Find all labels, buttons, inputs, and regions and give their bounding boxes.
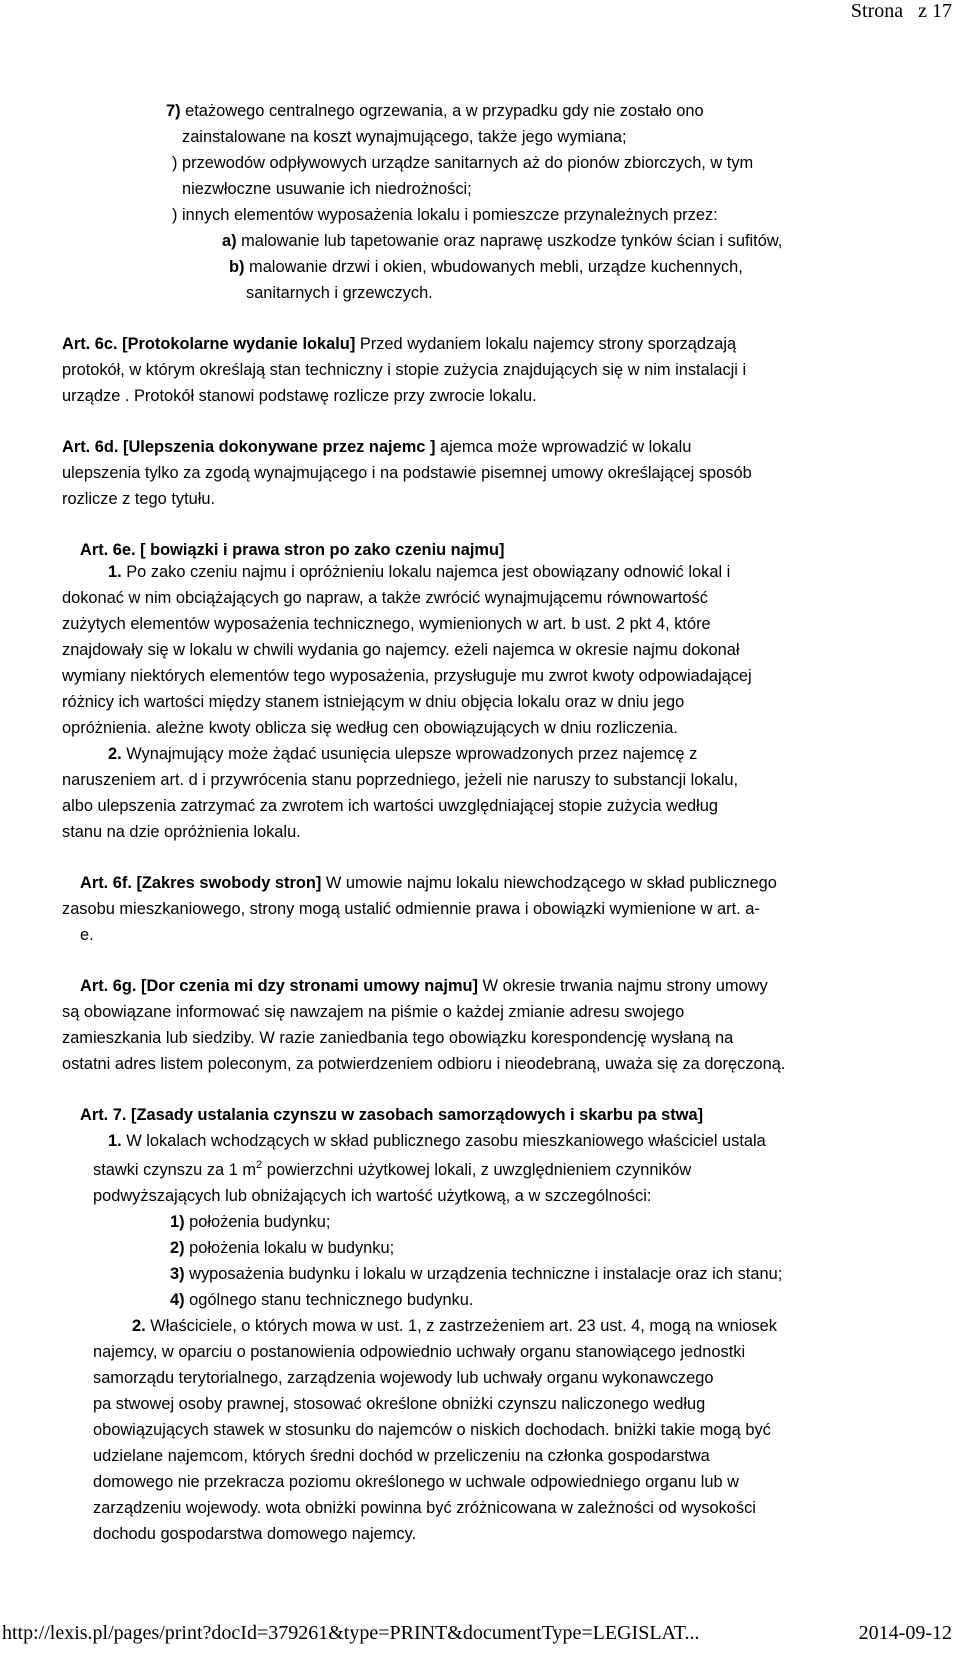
- text-line: [62, 692, 684, 712]
- line-text: zainstalowane na koszt wynajmującego, także jego wymiana;: [182, 128, 627, 146]
- line-text: wymiany niektórych elementów tego wyposażenia, przysługuje mu zwrot kwoty odpowiadającej: [62, 667, 752, 685]
- line-text: zamieszkania lub siedziby. W razie zaniedbania tego obowiązku korespondencję wysłaną na: [62, 1029, 734, 1047]
- text-line: [62, 770, 738, 790]
- text-line: [93, 1420, 771, 1440]
- line-text: W lokalach wchodzących w skład publicznego zasobu mieszkaniowego właściciel ustala: [121, 1132, 766, 1150]
- text-line: [93, 1524, 416, 1544]
- text-line: [62, 1054, 785, 1074]
- line-text: zarządzeniu wojewody. wota obniżki powinna być zróżnicowana w zależności od wysokości: [93, 1499, 756, 1517]
- line-text: Po zako czeniu najmu i opróżnieniu lokalu najemca jest obowiązany odnowić lokal i: [121, 563, 731, 581]
- line-text: są obowiązane informować się nawzajem na piśmie o każdej zmianie adresu swojego: [62, 1003, 685, 1021]
- line-text: malowanie drzwi i okien, wbudowanych mebli, urządze kuchennych,: [244, 258, 743, 276]
- line-text: e.: [80, 926, 94, 944]
- bold-heading: 2.: [132, 1317, 146, 1335]
- line-text: W umowie najmu lokalu niewchodzącego w skład publicznego: [321, 874, 777, 892]
- text-line: [170, 1212, 330, 1232]
- line-text: najemcy, w oparciu o postanowienia odpowiednio uchwały organu stanowiącego jednostki: [93, 1343, 746, 1361]
- line-text: ulepszenia tylko za zgodą wynajmującego i na podstawie pisemnej umowy określającej sposób: [62, 464, 752, 482]
- line-text: samorządu terytorialnego, zarządzenia wojewody lub uchwały organu wykonawczego: [93, 1369, 714, 1387]
- text-line: [80, 976, 768, 996]
- text-line: [62, 666, 752, 686]
- page-label: Strona: [850, 0, 904, 22]
- line-text: obowiązujących stawek w stosunku do najemców o niskich dochodach. bniżki takie mogą być: [93, 1421, 771, 1439]
- line-text: ) przewodów odpływowych urządze sanitarnych aż do pionów zbiorczych, w tym: [172, 154, 754, 172]
- line-text: ajemca może wprowadzić w lokalu: [435, 438, 692, 456]
- footer-url: http://lexis.pl/pages/print?docId=379261&type=PRINT&documentType=LEGISLAT...: [2, 1622, 700, 1644]
- text-line: [93, 1472, 739, 1492]
- text-line: [108, 1131, 766, 1151]
- text-line: [93, 1446, 710, 1466]
- line-text: udzielane najemcom, których średni dochód w przeliczeniu na członka gospodarstwa: [93, 1447, 710, 1465]
- text-line: [93, 1498, 756, 1518]
- line-text: domowego nie przekracza poziomu określonego w uchwale odpowiedniego organu lub w: [93, 1473, 740, 1491]
- line-text: ostatni adres listem poleconym, za potwierdzeniem odbioru i nieodebraną, uważa się za doręczoną.: [62, 1055, 786, 1073]
- line-text: Przed wydaniem lokalu najemcy strony sporządzają: [355, 335, 737, 353]
- line-text: W okresie trwania najmu strony umowy: [478, 977, 768, 995]
- bold-heading: a): [222, 232, 237, 250]
- line-text: wyposażenia budynku i lokalu w urządzenia techniczne i instalacje oraz ich stanu;: [184, 1265, 783, 1283]
- text-line: [62, 437, 691, 457]
- text-line: [108, 562, 730, 582]
- text-line: [182, 179, 472, 199]
- line-text: znajdowały się w lokalu w chwili wydania go najemcy. eżeli najemca w okresie najmu dokonał: [62, 641, 740, 659]
- text-line: [62, 588, 708, 608]
- text-line: [170, 1290, 473, 1310]
- text-line: [93, 1186, 651, 1206]
- text-line: [62, 1002, 684, 1022]
- line-text: Właściciele, o których mowa w ust. 1, z zastrzeżeniem art. 23 ust. 4, mogą na wniosek: [145, 1317, 777, 1335]
- text-line: [62, 334, 736, 354]
- text-line: [80, 925, 94, 945]
- page-header: [851, 0, 952, 23]
- text-line: [62, 360, 746, 380]
- bold-heading: Art. 6c. [Protokolarne wydanie lokalu]: [62, 335, 356, 353]
- text-line: [80, 873, 777, 893]
- line-text: Wynajmujący może żądać usunięcia ulepsze wprowadzonych przez najemcę z: [121, 745, 698, 763]
- text-line: [62, 822, 301, 842]
- text-line: [80, 1105, 703, 1125]
- line-text: dochodu gospodarstwa domowego najemcy.: [93, 1525, 417, 1543]
- line-text: sanitarnych i grzewczych.: [246, 284, 433, 302]
- bold-heading: Art. 6e. [ bowiązki i prawa stron po zako czeniu najmu]: [80, 541, 505, 559]
- text-line: [172, 153, 753, 173]
- line-text: położenia lokalu w budynku;: [184, 1239, 395, 1257]
- line-text: położenia budynku;: [184, 1213, 331, 1231]
- page-count: z 17: [918, 0, 952, 22]
- bold-heading: Art. 6d. [Ulepszenia dokonywane przez najemc ]: [62, 438, 436, 456]
- text-line: [93, 1394, 705, 1414]
- text-line: [62, 718, 678, 738]
- text-line: [132, 1316, 777, 1336]
- text-line: [166, 101, 704, 121]
- text-line: [182, 127, 627, 147]
- line-text: dokonać w nim obciążających go napraw, a także zwrócić wynajmującemu równowartość: [62, 589, 708, 607]
- text-line: [246, 283, 433, 303]
- text-line: [62, 386, 537, 406]
- text-line: [62, 640, 740, 660]
- line-text: etażowego centralnego ogrzewania, a w przypadku gdy nie zostało ono: [180, 102, 704, 120]
- bold-heading: 1): [170, 1213, 185, 1231]
- text-line: [80, 540, 504, 560]
- text-line: [62, 463, 752, 483]
- bold-heading: Art. 7. [Zasady ustalania czynszu w zasobach samorządowych i skarbu pa stwa]: [80, 1106, 704, 1124]
- text-line: [62, 1028, 733, 1048]
- bold-heading: 2.: [108, 745, 122, 763]
- bold-heading: 4): [170, 1291, 185, 1309]
- line-text: naruszeniem art. d i przywrócenia stanu poprzedniego, jeżeli nie naruszy to substancji lokalu,: [62, 771, 739, 789]
- text-line: [170, 1264, 782, 1284]
- line-text: protokół, w którym określają stan techniczny i stopie zużycia znajdujących się w nim instalacji i: [62, 361, 747, 379]
- text-line: [108, 744, 697, 764]
- line-text: urządze . Protokół stanowi podstawę rozlicze przy zwrocie lokalu.: [62, 387, 537, 405]
- line-text: malowanie lub tapetowanie oraz naprawę uszkodze tynków ścian i sufitów,: [236, 232, 783, 250]
- text-line: [62, 899, 760, 919]
- line-text: podwyższających lub obniżających ich wartość użytkową, a w szczególności:: [93, 1187, 652, 1205]
- bold-heading: 1.: [108, 1132, 122, 1150]
- line-text: niezwłoczne usuwanie ich niedrożności;: [182, 180, 472, 198]
- text-line: [62, 614, 711, 634]
- text-line: [93, 1342, 745, 1362]
- footer-date: 2014-09-12: [858, 1622, 952, 1644]
- bold-heading: 3): [170, 1265, 185, 1283]
- text-line: [170, 1238, 394, 1258]
- bold-heading: Art. 6f. [Zakres swobody stron]: [80, 874, 322, 892]
- line-text: opróżnienia. ależne kwoty oblicza się według cen obowiązujących w dniu rozliczenia.: [62, 719, 678, 737]
- line-text: ) innych elementów wyposażenia lokalu i pomieszcze przynależnych przez:: [172, 206, 718, 224]
- line-text: stanu na dzie opróżnienia lokalu.: [62, 823, 301, 841]
- text-line: [93, 1160, 691, 1180]
- text-line: [93, 1368, 713, 1388]
- line-text: zużytych elementów wyposażenia technicznego, wymienionych w art. b ust. 2 pkt 4, które: [62, 615, 711, 633]
- line-text: różnicy ich wartości między stanem istniejącym w dniu objęcia lokalu oraz w dniu jego: [62, 693, 685, 711]
- text-line: [172, 205, 718, 225]
- text-line: [229, 257, 743, 277]
- line-text: powierzchni użytkowej lokali, z uwzględnieniem czynników: [262, 1161, 692, 1179]
- line-text: stawki czynszu za 1 m: [93, 1161, 257, 1179]
- bold-heading: 1.: [108, 563, 122, 581]
- bold-heading: 2): [170, 1239, 185, 1257]
- bold-heading: Art. 6g. [Dor czenia mi dzy stronami umowy najmu]: [80, 977, 478, 995]
- bold-heading: b): [229, 258, 245, 276]
- text-line: [222, 231, 782, 251]
- line-text: ogólnego stanu technicznego budynku.: [184, 1291, 474, 1309]
- text-line: [62, 796, 718, 816]
- line-text: albo ulepszenia zatrzymać za zwrotem ich wartości uwzględniającej stopie zużycia według: [62, 797, 718, 815]
- line-text: pa stwowej osoby prawnej, stosować określone obniżki czynszu naliczonego według: [93, 1395, 706, 1413]
- line-text: rozlicze z tego tytułu.: [62, 490, 216, 508]
- text-line: [62, 489, 215, 509]
- bold-heading: 7): [166, 102, 181, 120]
- line-text: zasobu mieszkaniowego, strony mogą ustalić odmiennie prawa i obowiązki wymienione w art. a-: [62, 900, 760, 918]
- superscript: 2: [256, 1159, 263, 1171]
